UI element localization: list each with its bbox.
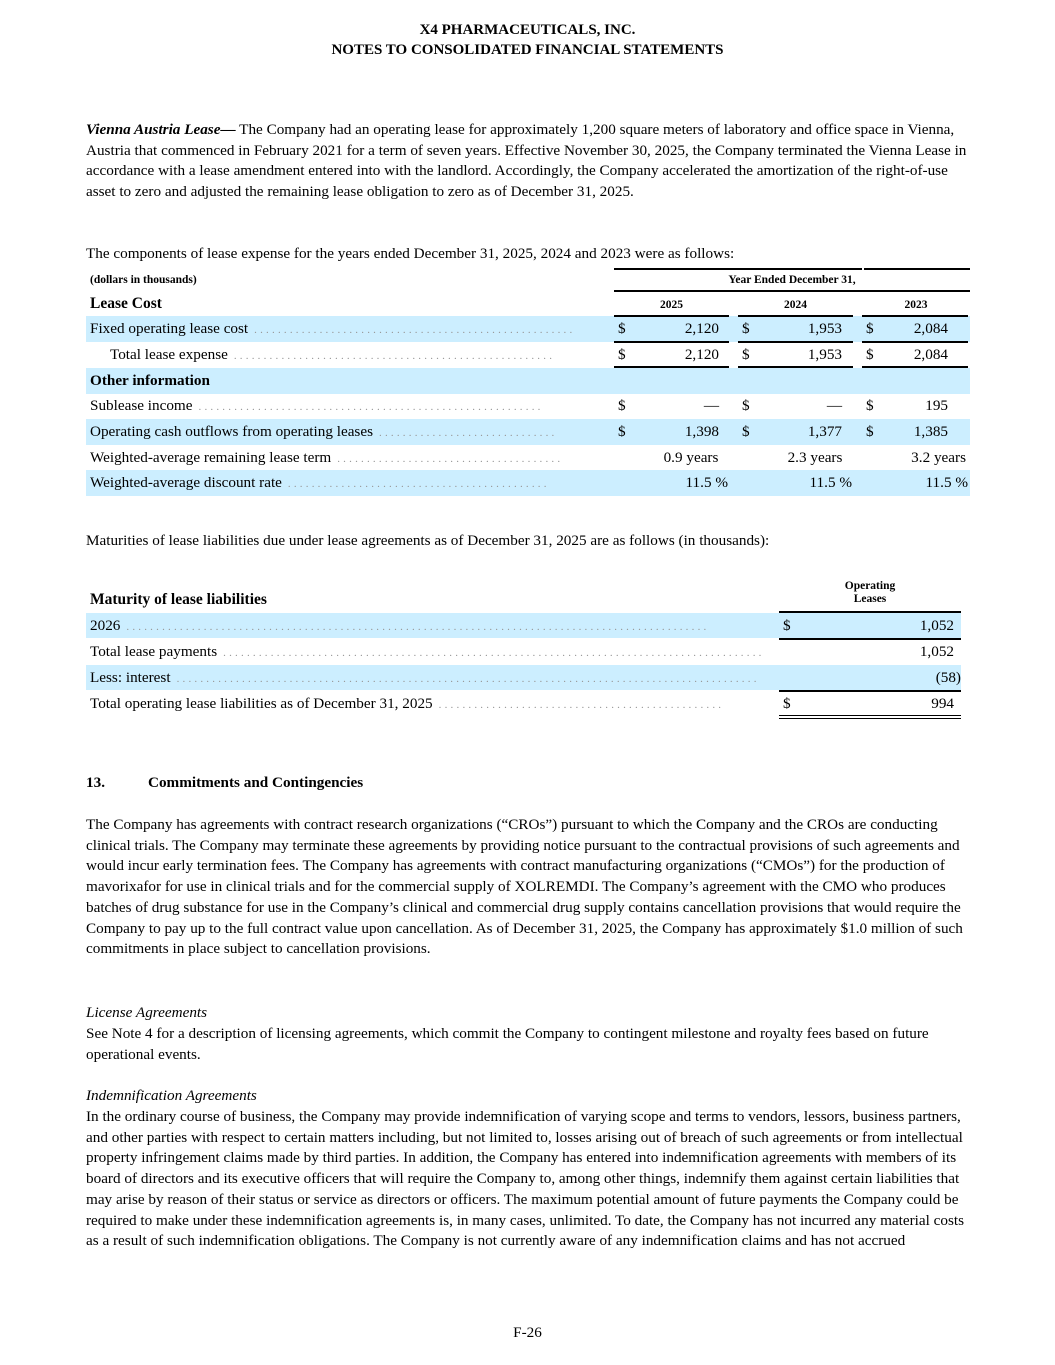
units-label: (dollars in thousands): [90, 274, 197, 286]
value-operating-leases: 1,052: [919, 643, 954, 660]
table-row-total-operating-lease-liabilities: Total operating lease liabilities as of December 31, 2025 ................................................ $ 994: [86, 691, 961, 716]
period-header: Year Ended December 31,: [728, 274, 856, 286]
value-operating-leases: 994: [931, 695, 954, 712]
currency-symbol: $: [866, 397, 874, 414]
cell-rule: [738, 315, 853, 317]
vienna-lease-lead: Vienna Austria Lease—: [86, 121, 236, 138]
table-row-other-information: [86, 368, 970, 394]
value-2023: 2,084: [913, 320, 948, 337]
row-label: Total lease expense: [110, 346, 228, 363]
indemnification-text: In the ordinary course of business, the Company may provide indemnification of varying scope and terms to vendors, lessors, business partners, and other parties with respect to certain matters including, but not limited to, losses arising out of breach of such agreements or from intellectual property infringement claims made by third parties. In addition, the Company has entered into indemnification agreements with members of its board of directors and its executive officers that will require the Company to, among other things, indemnify them against certain liabilities that may arise by reason of their status or service as directors or officers. The maximum potential amount of future payments the Company could be required to make under these indemnification agreements is, in many cases, unlimited. To date, the Company has not incurred any material costs as a result of such indemnification obligations. The Company is not currently aware of any indemnification claims and has not accrued: [86, 1108, 965, 1250]
value-2023: 11.5 %: [925, 474, 968, 491]
value-operating-leases: 1,052: [919, 617, 954, 634]
currency-symbol: $: [783, 695, 791, 712]
cell-rule: [862, 315, 968, 317]
license-agreements-heading: License Agreements: [86, 1004, 208, 1021]
col-header-operating-leases: [778, 580, 962, 606]
currency-symbol: $: [618, 346, 626, 363]
commitments-paragraph: The Company has agreements with contract research organizations (“CROs”) pursuant to which the Company and the CROs are conducting clinical trials. The Company may terminate these agreements by providing notice pursuant to the contractual provisions of such agreements and would incur early termination fees. The Company has agreements with contract manufacturing organizations (“CMOs”) for the production of mavorixafor for use in clinical trials and for the commercial supply of XOLREMDI. The Company’s agreement with the CMO who produces batches of drug substance for use in the Company’s clinical and commercial drug supply contains cancellation provisions that would require the Company to pay up to the full contract value upon cancellation. As of December 31, 2025, the Company has approximately $1.0 million of such commitments in place subject to cancellation provisions.: [86, 816, 963, 958]
value-2025: 2,120: [684, 320, 719, 337]
currency-symbol: $: [618, 397, 626, 414]
table-row-total-lease-expense: Total lease expense ...................................................... $ 2,120 $ 1,953 $ 2,084: [86, 342, 970, 368]
value-2023: 1,385: [913, 423, 948, 440]
header-rule: [864, 268, 970, 270]
value-2025: 2,120: [684, 346, 719, 363]
section-label-other-information: Other information: [90, 372, 210, 389]
col-header-line2: Leases: [853, 593, 887, 605]
table-row-fixed-operating-lease-cost: Fixed operating lease cost ...................................................... $ 2,120 $ 1,953 $ 2,084: [86, 316, 970, 342]
indemnification-heading: Indemnification Agreements: [86, 1087, 257, 1104]
value-2024: 1,953: [807, 346, 842, 363]
section-number: 13.: [86, 774, 105, 791]
value-2025: —: [703, 397, 719, 414]
value-2024: 2.3 years: [787, 449, 843, 466]
row-label: Weighted-average discount rate: [90, 474, 282, 491]
col-header-2025: 2025: [660, 299, 683, 311]
license-agreements-text: See Note 4 for a description of licensing agreements, which commit the Company to contingent milestone and royalty fees based on future operational events.: [86, 1025, 929, 1063]
row-label: Total operating lease liabilities as of December 31, 2025: [90, 695, 433, 712]
vienna-lease-paragraph: [86, 120, 971, 203]
maturity-table-title: Maturity of lease liabilities: [90, 591, 267, 608]
maturity-intro: Maturities of lease liabilities due under lease agreements as of December 31, 2025 are as follows (in thousands):: [86, 532, 770, 549]
currency-symbol: $: [783, 617, 791, 634]
currency-symbol: $: [742, 346, 750, 363]
table-row-total-lease-payments: Total lease payments ........................................................................................... 1,052: [86, 639, 961, 664]
lease-expense-intro: The components of lease expense for the years ended December 31, 2025, 2024 and 2023 were as follows:: [86, 245, 735, 262]
value-2023: 195: [925, 397, 948, 414]
table-row-remaining-lease-term: Weighted-average remaining lease term ...................................... 0.9 years 2.3 years 3.2 years: [86, 445, 970, 471]
currency-symbol: $: [866, 320, 874, 337]
currency-symbol: $: [866, 346, 874, 363]
table-row-discount-rate: Weighted-average discount rate ............................................ 11.5 % 11.5 % 11.5 %: [86, 470, 970, 496]
currency-symbol: $: [866, 423, 874, 440]
row-label: Weighted-average remaining lease term: [90, 449, 332, 466]
row-label: Total lease payments: [90, 643, 218, 660]
row-label: Operating cash outflows from operating leases: [90, 423, 373, 440]
page-subtitle: NOTES TO CONSOLIDATED FINANCIAL STATEMENTS: [331, 42, 724, 58]
table-row-less-interest: Less: interest .................................................................................................. (58): [86, 665, 961, 690]
value-2024: 1,377: [807, 423, 842, 440]
row-label: Fixed operating lease cost: [90, 320, 249, 337]
company-name: X4 PHARMACEUTICALS, INC.: [419, 22, 636, 38]
vienna-lease-text: The Company had an operating lease for approximately 1,200 square meters of laboratory and office space in Vienna, Austria that commenced in February 2021 for a term of seven years. Effective November 30, 2025, the Company terminated the Vienna Lease in accordance with a lease amendment entered into with the landlord. Accordingly, the Company accelerated the amortization of the right-of-use asset to zero and adjusted the remaining lease obligation to zero as of December 31, 2025.: [86, 121, 967, 201]
section-title: Commitments and Contingencies: [148, 774, 364, 791]
currency-symbol: $: [742, 320, 750, 337]
value-operating-leases: (58): [935, 669, 961, 686]
header-rule: [614, 268, 862, 270]
col-header-2024: 2024: [784, 299, 807, 311]
value-2025: 0.9 years: [663, 449, 719, 466]
table-row-2026: 2026 .................................................................................................. $ 1,052: [86, 613, 961, 638]
value-2023: 2,084: [913, 346, 948, 363]
row-label: Sublease income: [90, 397, 193, 414]
value-2024: 1,953: [807, 320, 842, 337]
double-rule: [779, 715, 961, 719]
row-label: Less: interest: [90, 669, 171, 686]
page-number: F-26: [513, 1324, 542, 1341]
value-2024: —: [826, 397, 842, 414]
col-header-line1: Operating: [844, 580, 896, 592]
row-label: 2026: [90, 617, 121, 634]
value-2023: 3.2 years: [911, 449, 966, 466]
cell-rule: [614, 315, 729, 317]
col-header-2023: 2023: [904, 299, 928, 311]
table-row-operating-cash-outflows: Operating cash outflows from operating leases .............................. $ 1,398 $ 1,377 $ 1,385: [86, 419, 970, 445]
section-label-lease-cost: Lease Cost: [90, 295, 162, 312]
table-row-sublease-income: Sublease income .......................................................... $ — $ — $ 195: [86, 393, 970, 419]
value-2025: 1,398: [684, 423, 719, 440]
period-rule: [614, 290, 970, 292]
value-2025: 11.5 %: [685, 474, 728, 491]
currency-symbol: $: [742, 423, 750, 440]
value-2024: 11.5 %: [809, 474, 852, 491]
currency-symbol: $: [618, 423, 626, 440]
currency-symbol: $: [742, 397, 750, 414]
currency-symbol: $: [618, 320, 626, 337]
